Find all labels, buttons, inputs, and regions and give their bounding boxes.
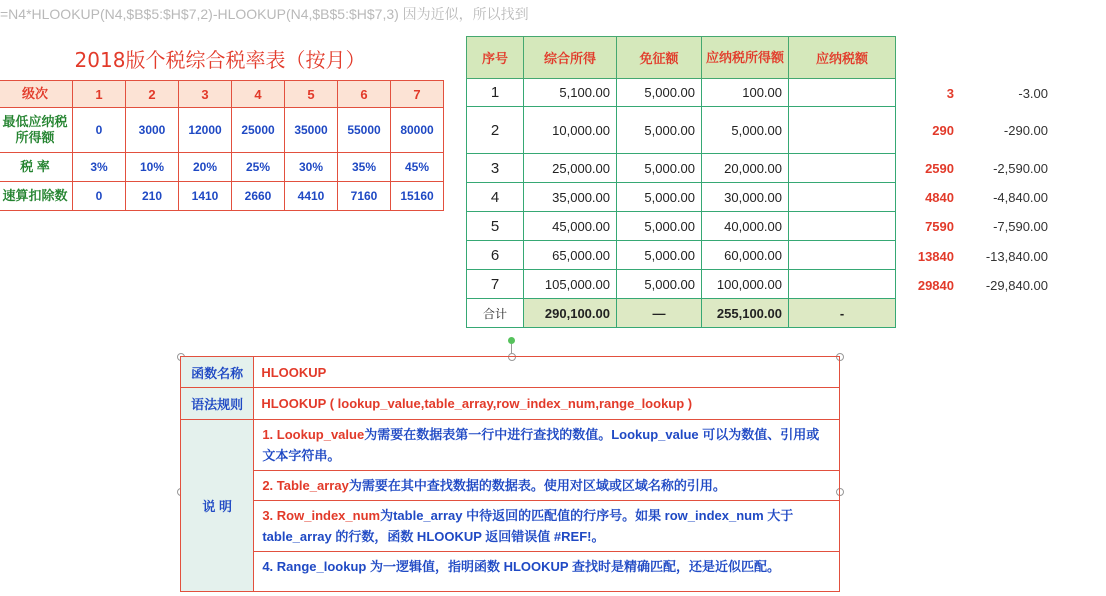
table-row [467, 183, 896, 212]
taxable-cell[interactable]: 30,000.00 [702, 183, 789, 212]
tax-negative[interactable]: -13,840.00 [985, 249, 1048, 264]
level-cell[interactable]: 3 [179, 81, 232, 108]
rate-cell[interactable]: 45% [391, 153, 444, 182]
deduction-cell[interactable]: 1410 [179, 182, 232, 211]
taxable-cell[interactable]: 100.00 [702, 79, 789, 107]
levels-label[interactable]: 级次 [0, 81, 73, 108]
rotate-handle[interactable] [508, 337, 515, 344]
deduction-cell[interactable]: 15160 [391, 182, 444, 211]
threshold-cell[interactable]: 55000 [338, 108, 391, 153]
hlookup-info-table [180, 356, 840, 592]
tax-amount[interactable]: 13840 [917, 249, 954, 264]
tax-negative[interactable]: -3.00 [1018, 86, 1048, 101]
exempt-cell[interactable]: 5,000.00 [617, 107, 702, 154]
taxable-cell[interactable]: 40,000.00 [702, 212, 789, 241]
rate-label[interactable]: 税 率 [0, 153, 73, 182]
threshold-cell[interactable]: 35000 [285, 108, 338, 153]
level-cell[interactable]: 6 [338, 81, 391, 108]
deduction-cell[interactable]: 7160 [338, 182, 391, 211]
row-index[interactable]: 1 [467, 79, 524, 107]
exempt-cell[interactable]: 5,000.00 [617, 154, 702, 183]
tax-cell[interactable] [789, 107, 896, 154]
deduction-cell[interactable]: 4410 [285, 182, 338, 211]
rate-cell[interactable]: 35% [338, 153, 391, 182]
header-index[interactable]: 序号 [467, 37, 524, 79]
param-text: 为table_array 中待返回的匹配值的行序号。如果 row_index_num 大于 table_array 的行数，函数 HLOOKUP 返回错误值 #REF!。 [262, 508, 794, 544]
function-name-value[interactable]: HLOOKUP [254, 357, 840, 388]
param-name: 3. Row_index_num [262, 508, 381, 523]
syntax-label[interactable]: 语法规则 [181, 388, 254, 420]
rate-cell[interactable]: 3% [73, 153, 126, 182]
tax-amount[interactable]: 7590 [925, 219, 954, 234]
tax-negative[interactable]: -4,840.00 [993, 190, 1048, 205]
tax-negative[interactable]: -2,590.00 [993, 161, 1048, 176]
total-row [467, 299, 896, 328]
description-item-4[interactable]: 4. Range_lookup 为一逻辑值，指明函数 HLOOKUP 查找时是精确匹配，还是近似匹配。 [254, 552, 840, 592]
function-name-label[interactable]: 函数名称 [181, 357, 254, 388]
tax-amount[interactable]: 2590 [925, 161, 954, 176]
row-index[interactable]: 7 [467, 270, 524, 299]
tax-amount[interactable]: 3 [946, 86, 954, 101]
deduction-cell[interactable]: 2660 [232, 182, 285, 211]
tax-cell[interactable] [789, 154, 896, 183]
taxable-cell[interactable]: 20,000.00 [702, 154, 789, 183]
rate-cell[interactable]: 20% [179, 153, 232, 182]
table-row [467, 107, 896, 154]
income-cell[interactable]: 25,000.00 [524, 154, 617, 183]
income-cell[interactable]: 65,000.00 [524, 241, 617, 270]
income-cell[interactable]: 45,000.00 [524, 212, 617, 241]
income-cell[interactable]: 105,000.00 [524, 270, 617, 299]
threshold-cell[interactable]: 0 [73, 108, 126, 153]
taxable-cell[interactable]: 60,000.00 [702, 241, 789, 270]
threshold-cell[interactable]: 80000 [391, 108, 444, 153]
description-item-3[interactable] [254, 501, 840, 552]
tax-bracket-table [0, 80, 444, 211]
total-exempt[interactable]: — [617, 299, 702, 328]
exempt-cell[interactable]: 5,000.00 [617, 212, 702, 241]
row-index[interactable]: 4 [467, 183, 524, 212]
table-row [467, 79, 896, 107]
description-item-1[interactable] [254, 420, 840, 471]
income-cell[interactable]: 35,000.00 [524, 183, 617, 212]
taxable-cell[interactable]: 5,000.00 [702, 107, 789, 154]
tax-cell[interactable] [789, 270, 896, 299]
param-text: 为需要在其中查找数据的数据表。使用对区域或区域名称的引用。 [348, 478, 726, 493]
param-text: 为需要在数据表第一行中进行查找的数值。Lookup_value 可以为数值、引用或文本字符串。 [262, 427, 820, 463]
tax-negative[interactable]: -290.00 [1003, 123, 1048, 138]
total-income[interactable]: 290,100.00 [524, 299, 617, 328]
tax-amount[interactable]: 4840 [925, 190, 954, 205]
level-cell[interactable]: 4 [232, 81, 285, 108]
table-row [467, 212, 896, 241]
row-index[interactable]: 2 [467, 107, 524, 154]
tax-cell[interactable] [789, 183, 896, 212]
exempt-cell[interactable]: 5,000.00 [617, 79, 702, 107]
rate-cell[interactable]: 30% [285, 153, 338, 182]
description-label[interactable]: 说 明 [181, 420, 254, 592]
rate-cell[interactable]: 25% [232, 153, 285, 182]
level-cell[interactable]: 1 [73, 81, 126, 108]
table-row [467, 154, 896, 183]
tax-amount[interactable]: 29840 [917, 278, 954, 293]
exempt-cell[interactable]: 5,000.00 [617, 183, 702, 212]
param-name: 1. Lookup_value [262, 427, 365, 442]
header-taxable[interactable]: 应纳税所得额 [702, 37, 789, 79]
income-cell[interactable]: 10,000.00 [524, 107, 617, 154]
threshold-cell[interactable]: 25000 [232, 108, 285, 153]
threshold-label[interactable]: 最低应纳税所得额 [0, 108, 73, 153]
tax-negative[interactable]: -29,840.00 [985, 278, 1048, 293]
total-label[interactable]: 合计 [467, 299, 524, 328]
header-tax[interactable]: 应纳税额 [789, 37, 896, 79]
row-index[interactable]: 3 [467, 154, 524, 183]
exempt-cell[interactable]: 5,000.00 [617, 241, 702, 270]
tax-negative[interactable]: -7,590.00 [993, 219, 1048, 234]
tax-cell[interactable] [789, 212, 896, 241]
deduction-cell[interactable]: 0 [73, 182, 126, 211]
threshold-cell[interactable]: 12000 [179, 108, 232, 153]
tax-cell[interactable] [789, 241, 896, 270]
table-row [467, 241, 896, 270]
param-name: 2. Table_array [262, 478, 349, 493]
tax-amount[interactable]: 290 [932, 123, 954, 138]
exempt-cell[interactable]: 5,000.00 [617, 270, 702, 299]
tax-calculation-table [466, 36, 896, 328]
threshold-cell[interactable]: 3000 [126, 108, 179, 153]
rate-cell[interactable]: 10% [126, 153, 179, 182]
row-index[interactable]: 5 [467, 212, 524, 241]
level-cell[interactable]: 7 [391, 81, 444, 108]
deduction-cell[interactable]: 210 [126, 182, 179, 211]
deduction-label[interactable]: 速算扣除数 [0, 182, 73, 211]
table-row [467, 270, 896, 299]
total-taxable[interactable]: 255,100.00 [702, 299, 789, 328]
formula-bar-text: =N4*HLOOKUP(N4,$B$5:$H$7,2)-HLOOKUP(N4,$B$5:$H$7,3) 因为近似，所以找到 [0, 6, 529, 22]
header-income[interactable]: 综合所得 [524, 37, 617, 79]
level-cell[interactable]: 5 [285, 81, 338, 108]
income-cell[interactable]: 5,100.00 [524, 79, 617, 107]
tax-table-title: 2018版个税综合税率表（按月） [74, 48, 366, 72]
taxable-cell[interactable]: 100,000.00 [702, 270, 789, 299]
level-cell[interactable]: 2 [126, 81, 179, 108]
tax-cell[interactable] [789, 79, 896, 107]
header-exempt[interactable]: 免征额 [617, 37, 702, 79]
syntax-value[interactable]: HLOOKUP ( lookup_value,table_array,row_index_num,range_lookup ) [254, 388, 840, 420]
hlookup-info-box[interactable] [180, 356, 840, 596]
total-tax[interactable]: - [789, 299, 896, 328]
description-item-2[interactable] [254, 471, 840, 501]
row-index[interactable]: 6 [467, 241, 524, 270]
